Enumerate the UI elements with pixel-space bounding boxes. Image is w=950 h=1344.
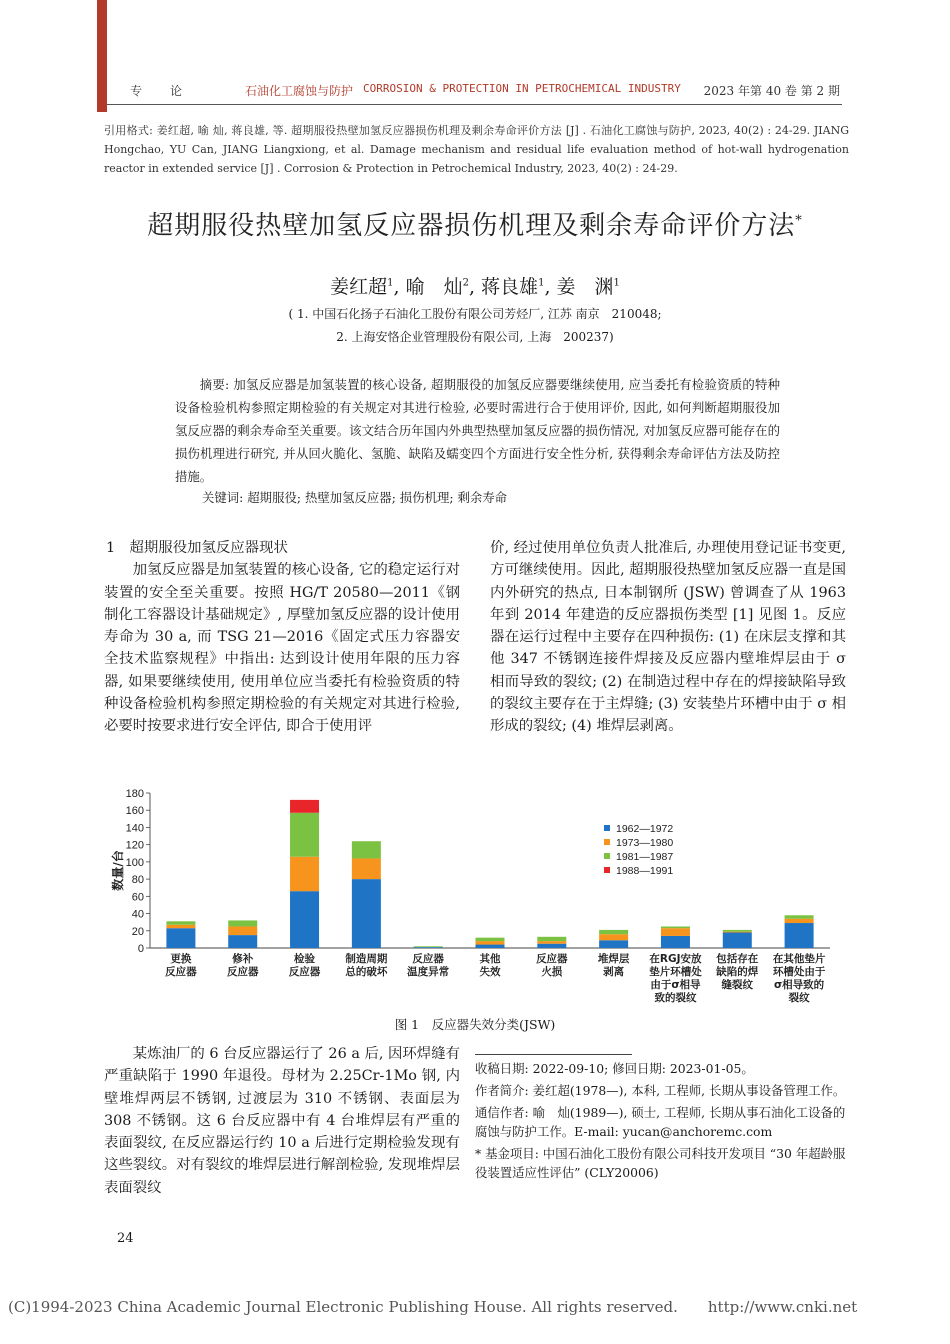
x-tick-label: 反应器 [226, 966, 259, 978]
footnote-rule [475, 1054, 632, 1055]
y-tick-label: 160 [125, 805, 144, 818]
x-tick-label: 温度异常 [407, 966, 450, 978]
author: 姜红超$^1$, [330, 276, 406, 298]
section-heading: 1 超期服役加氢反应器现状 [106, 540, 288, 556]
abstract [175, 373, 780, 488]
bar-segment [228, 920, 257, 926]
x-tick-label: 剥离 [603, 966, 625, 978]
y-tick-label: 20 [131, 925, 144, 938]
bar-segment [290, 813, 319, 857]
figure-caption: 图 1 反应器失效分类(JSW) [394, 1017, 556, 1032]
left-column-bottom [104, 1043, 460, 1199]
left-column-top [104, 537, 460, 738]
y-tick-label: 120 [125, 839, 144, 852]
right-column-top [490, 537, 846, 738]
x-tick-label: 其他 [479, 953, 501, 965]
abstract-text: 摘要: 加氢反应器是加氢装置的核心设备, 超期服役的加氢反应器要继续使用, 应当委托有检验资质的特种设备检验机构参照定期检验的有关规定对其进行检验, 必要时需进行合于使用评价, 因此, 如何判断超期服役加氢反应器的剩余寿命至关重要。该文结合历年国内外典型热壁加氢反应器的损伤情况, 对加氢反应器可能存在的损伤机理进行研究, 并从回火脆化、氢脆、缺陷及蠕变四个方面进行安全性分析, 获得剩余寿命评估方法及防控措施。 [175, 377, 780, 484]
bar-segment [352, 858, 381, 879]
legend-label: 1962—1972 [616, 823, 674, 835]
x-tick-label: 更换 [170, 953, 192, 965]
x-tick-label: 环槽处由于 [772, 966, 826, 978]
bar-segment [661, 928, 690, 936]
legend-label: 1973—1980 [616, 837, 674, 849]
keywords: 关键词: 超期服役; 热壁加氢反应器; 损伤机理; 剩余寿命 [202, 490, 508, 505]
y-tick-label: 140 [125, 822, 144, 835]
y-tick-label: 100 [125, 856, 144, 869]
x-tick-label: 反应器 [288, 966, 321, 978]
legend-label: 1981—1987 [616, 851, 674, 863]
footnote-funding: * 基金项目: 中国石油化工股份有限公司科技开发项目 “30 年超龄服役装置适应性评估” (CLY20006) [475, 1146, 846, 1180]
y-tick-label: 80 [131, 874, 144, 887]
x-tick-label: 垫片环槽处 [649, 966, 702, 978]
x-tick-label: 致的裂纹 [654, 992, 697, 1004]
x-tick-label: 在RGJ安放 [649, 953, 702, 965]
bar-segment [537, 941, 566, 944]
header-rule [107, 104, 842, 105]
x-tick-label: 制造周期 [345, 953, 388, 965]
bar-segment [537, 937, 566, 941]
paper-title [0, 205, 950, 242]
bar-segment [476, 941, 505, 944]
section-label: 专论 [130, 84, 211, 98]
footnotes [475, 1059, 850, 1185]
y-axis-label: 数量/台 [111, 850, 125, 891]
bar-segment [785, 919, 814, 923]
affiliation-1: ( 1. 中国石化扬子石油化工股份有限公司芳烃厂, 江苏 南京 210048; [288, 307, 662, 321]
page-number: 24 [117, 1231, 134, 1246]
author: 姜 渊$^1$ [556, 276, 620, 298]
bar-segment [352, 879, 381, 948]
x-tick-label: 失效 [479, 966, 501, 978]
affiliation-2: 2. 上海安恪企业管理股份有限公司, 上海 200237) [336, 330, 614, 344]
y-tick-label: 40 [131, 908, 144, 921]
x-tick-label: 裂纹 [788, 992, 810, 1004]
bar-segment [166, 928, 195, 948]
x-tick-label: 总的破坏 [345, 966, 388, 978]
x-tick-label: 反应器 [165, 966, 197, 978]
body-paragraph: 某炼油厂的 6 台反应器运行了 26 a 后, 因环焊缝有严重缺陷于 1990 年退役。母材为 2.25Cr-1Mo 钢, 内壁堆焊两层不锈钢, 过渡层为 310 不锈钢、表面层为 308 不锈钢。这 6 台反应器中有 4 台堆焊层有严重的表面裂纹, 在反应器运行约 10 a 后进行定期检验发现有这些裂纹。对有裂纹的堆焊层进行解剖检验, 发现堆焊层表面裂纹 [104, 1046, 460, 1196]
bar-segment [723, 932, 752, 933]
x-tick-label: 检验 [294, 953, 316, 965]
bar-segment [414, 947, 443, 948]
header-accent-bar [97, 0, 107, 112]
journal-name-en: CORROSION & PROTECTION IN PETROCHEMICAL INDUSTRY [363, 82, 681, 95]
y-tick-label: 180 [125, 788, 144, 800]
x-tick-label: 堆焊层 [597, 953, 630, 965]
bar-segment [290, 891, 319, 948]
bar-segment [352, 841, 381, 858]
y-tick-label: 0 [137, 943, 144, 955]
bar-segment [599, 930, 628, 934]
legend-swatch [604, 839, 610, 845]
footnote-corresponding: 通信作者: 喻 灿(1989—), 硕士, 工程师, 长期从事石油化工设备的腐蚀与防护工作。E-mail: yucan@anchoremc.com [475, 1105, 846, 1139]
issue-info: 2023 年第 40 卷 第 2 期 [703, 84, 840, 98]
bar-segment [166, 921, 195, 924]
x-tick-label: 缝裂纹 [721, 979, 754, 991]
bar-segment [414, 946, 443, 947]
x-tick-label: 缺陷的焊 [716, 966, 759, 978]
footnote-received: 收稿日期: 2022-09-10; 修回日期: 2023-01-05。 [475, 1061, 754, 1076]
bar-segment [723, 933, 752, 949]
author: 喻 灿$^2$, [405, 276, 482, 298]
legend-label: 1988—1991 [616, 865, 674, 877]
bar-segment [228, 935, 257, 948]
bar-segment [599, 934, 628, 940]
bar-segment [290, 800, 319, 813]
x-tick-label: σ相导致的 [773, 979, 825, 991]
running-header [130, 82, 840, 104]
x-tick-label: 由于σ相导 [650, 979, 701, 991]
author: 蒋良雄$^1$, [481, 276, 557, 298]
author-list [0, 272, 950, 299]
bar-segment [166, 925, 195, 928]
x-tick-label: 包括存在 [716, 953, 759, 965]
title-text: 超期服役热壁加氢反应器损伤机理及剩余寿命评价方法 [147, 211, 796, 241]
title-footnote-mark: * [795, 213, 803, 229]
x-tick-label: 反应器 [412, 953, 444, 965]
citation-format: 引用格式: 姜红超, 喻 灿, 蒋良雄, 等. 超期服役热壁加氢反应器损伤机理及剩余寿命评价方法 [J] . 石油化工腐蚀与防护, 2023, 40(2) : 24-29. JIANG Hongchao, YU Can, JIANG Liangxiong, et al. Damage mechanism and residual life evaluation method of hot-wall hydrogenation reactor in extended service [J] . Corrosion & Protection in Petrochemical Industry, 2023, 40(2) : 24-29. [104, 124, 849, 175]
bar-segment [476, 938, 505, 941]
bar-segment [599, 940, 628, 948]
figure-1-chart [104, 785, 849, 1015]
y-tick-label: 60 [131, 891, 144, 904]
footnote-author-bio: 作者简介: 姜红超(1978—), 本科, 工程师, 长期从事设备管理工作。 [475, 1083, 846, 1098]
x-tick-label: 修补 [232, 953, 254, 965]
body-paragraph: 加氢反应器是加氢装置的核心设备, 它的稳定运行对装置的安全至关重要。按照 HG/T 20580—2011《钢制化工容器设计基础规定》, 厚壁加氢反应器的设计使用寿命为 30 a, 而 TSG 21—2016《固定式压力容器安全技术监察规程》中指出: 达到设计使用年限的压力容器, 如果要继续使用, 使用单位应当委托有检验资质的特种设备检验机构参照定期检验的有关规定对其进行检验, 必要时按要求进行安全评估, 即合于使用评 [104, 562, 460, 735]
bar-segment [290, 857, 319, 891]
bar-segment [661, 926, 690, 928]
bar-segment [537, 944, 566, 948]
legend-swatch [604, 867, 610, 873]
copyright-notice: (C)1994-2023 China Academic Journal Electronic Publishing House. All rights reserved. http://www.cnki.net [8, 1298, 858, 1316]
bar-segment [785, 923, 814, 948]
bar-segment [785, 915, 814, 918]
legend-swatch [604, 825, 610, 831]
bar-segment [228, 926, 257, 935]
bar-segment [723, 930, 752, 932]
bar-segment [661, 936, 690, 948]
x-tick-label: 反应器 [536, 953, 568, 965]
bar-segment [476, 945, 505, 948]
x-tick-label: 在其他垫片 [772, 953, 826, 965]
body-paragraph: 价, 经过使用单位负责人批准后, 办理使用登记证书变更, 方可继续使用。因此, 超期服役热壁加氢反应器一直是国内外研究的热点, 日本制钢所 (JSW) 曾调查了从 1963 年到 2014 年建造的反应器损伤类型 [1] 见图 1。反应器在运行过程中主要存在四种损伤: (1) 在床层支撑和其他 347 不锈钢连接件焊接及反应器内壁堆焊层由于 σ 相而导致的裂纹; (2) 在制造过程中存在的焊接缺陷导致的裂纹主要存在于主焊缝; (3) 安装垫片环槽中由于 σ 相形成的裂纹; (4) 堆焊层剥离。 [490, 540, 846, 735]
legend-swatch [604, 853, 610, 859]
journal-name-cn: 石油化工腐蚀与防护 [245, 84, 354, 98]
x-tick-label: 火损 [541, 966, 563, 978]
